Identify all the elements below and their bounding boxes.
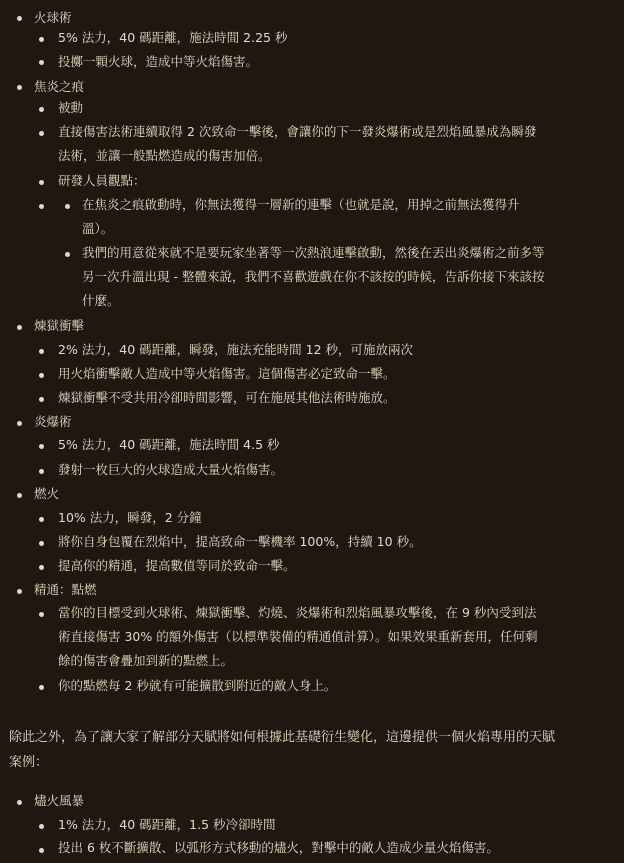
intro-paragraph-line1: 除此之外，為了讓大家了解部分天賦將如何根據此基礎衍生變化，這邊提供一個火焰專用的天賦 [9, 730, 556, 745]
pyroblast-stats: 5% 法力，40 碼距離，施法時間 4.5 秒 [58, 437, 280, 452]
bullet [39, 107, 44, 112]
bullet [39, 204, 44, 209]
bullet [39, 349, 44, 354]
mastery-desc-line2: 術直接傷害 30% 的額外傷害（以標準裝備的精通值計算）。如果效果重新套用，任何剩 [58, 629, 538, 644]
dev-note-2-line2: 另一次升溫出現 - 整體來說，我們不喜歡遊戲在你不該按的時候，告訴你接下來該按 [82, 269, 545, 284]
intro-paragraph-line2: 案例： [9, 755, 49, 770]
dev-note-1-line1: 在焦炎之痕啟動時，你無法獲得一層新的連擊（也就是說，用掉之前無法獲得升 [82, 197, 520, 212]
combustion-desc: 將你自身包覆在烈焰中，提高致命一擊機率 100%，持續 10 秒。 [58, 534, 422, 549]
bullet [39, 517, 44, 522]
item-title-pyre-scars: 焦炎之痕 [34, 79, 85, 94]
bullet [17, 493, 22, 498]
pyre-scars-passive: 被動 [58, 100, 84, 115]
item-title-hellfire-strike: 煉獄衝擊 [34, 318, 85, 333]
hellfire-strike-note: 煉獄衝擊不受共用冷卻時間影響，可在施展其他法術時施放。 [58, 390, 396, 405]
dev-note-2-line3: 什麼。 [82, 293, 120, 308]
bullet [17, 800, 22, 805]
bullet [17, 16, 22, 21]
combustion-note: 提高你的精通，提高數值等同於致命一擊。 [58, 558, 296, 573]
hellfire-strike-desc: 用火焰衝擊敵人造成中等火焰傷害。這個傷害必定致命一擊。 [58, 366, 396, 381]
talent-stats: 1% 法力，40 碼距離，1.5 秒冷卻時間 [58, 817, 276, 832]
dev-note-2-line1: 我們的用意從來就不是要玩家坐著等一次熱浪連擊啟動，然後在丟出炎爆術之前多等 [82, 245, 545, 260]
pyroblast-desc: 發射一枚巨大的火球造成大量火焰傷害。 [58, 462, 284, 477]
bullet [39, 131, 44, 136]
bullet [65, 252, 70, 257]
bullet [65, 204, 70, 209]
bullet [39, 565, 44, 570]
bullet [39, 848, 44, 853]
bullet [39, 444, 44, 449]
bullet [17, 85, 22, 90]
dev-notes-label: 研發人員觀點： [58, 173, 146, 188]
bullet [39, 180, 44, 185]
talent-desc: 投出 6 枚不斷擴散、以弧形方式移動的燼火，對擊中的敵人造成少量火焰傷害。 [58, 840, 499, 855]
bullet [39, 541, 44, 546]
bullet [39, 60, 44, 65]
bullet [17, 421, 22, 426]
item-title-mastery: 精通：點燃 [34, 582, 97, 597]
bullet [39, 397, 44, 402]
bullet [39, 37, 44, 42]
pyre-scars-desc-line2: 法術，並讓一般點燃造成的傷害加倍。 [58, 148, 271, 163]
fireball-stats: 5% 法力，40 碼距離，施法時間 2.25 秒 [58, 30, 288, 45]
item-title-combustion: 燃火 [34, 486, 60, 501]
bullet [39, 612, 44, 617]
bullet [17, 589, 22, 594]
bullet [39, 685, 44, 690]
bullet [39, 373, 44, 378]
bullet [39, 469, 44, 474]
item-title-fireball: 火球術 [34, 10, 72, 25]
dev-note-1-line2: 溫）。 [82, 221, 114, 236]
pyre-scars-desc-line1: 直接傷害法術連續取得 2 次致命一擊後，會讓你的下一發炎爆術或是烈焰風暴成為瞬發 [58, 124, 537, 139]
item-title-talent: 燼火風暴 [34, 793, 85, 808]
mastery-desc-line1: 當你的目標受到火球術、煉獄衝擊、灼燒、炎爆術和烈焰風暴攻擊後，在 9 秒內受到法 [58, 605, 537, 620]
hellfire-strike-stats: 2% 法力，40 碼距離，瞬發，施法充能時間 12 秒，可施放兩次 [58, 342, 414, 357]
fireball-desc: 投擲一顆火球，造成中等火焰傷害。 [58, 54, 259, 69]
item-title-pyroblast: 炎爆術 [34, 414, 72, 429]
bullet [17, 325, 22, 330]
combustion-stats: 10% 法力，瞬發，2 分鐘 [58, 510, 202, 525]
mastery-desc-line3: 餘的傷害會疊加到新的點燃上。 [58, 653, 234, 668]
bullet [39, 824, 44, 829]
mastery-spread: 你的點燃每 2 秒就有可能擴散到附近的敵人身上。 [58, 678, 337, 693]
